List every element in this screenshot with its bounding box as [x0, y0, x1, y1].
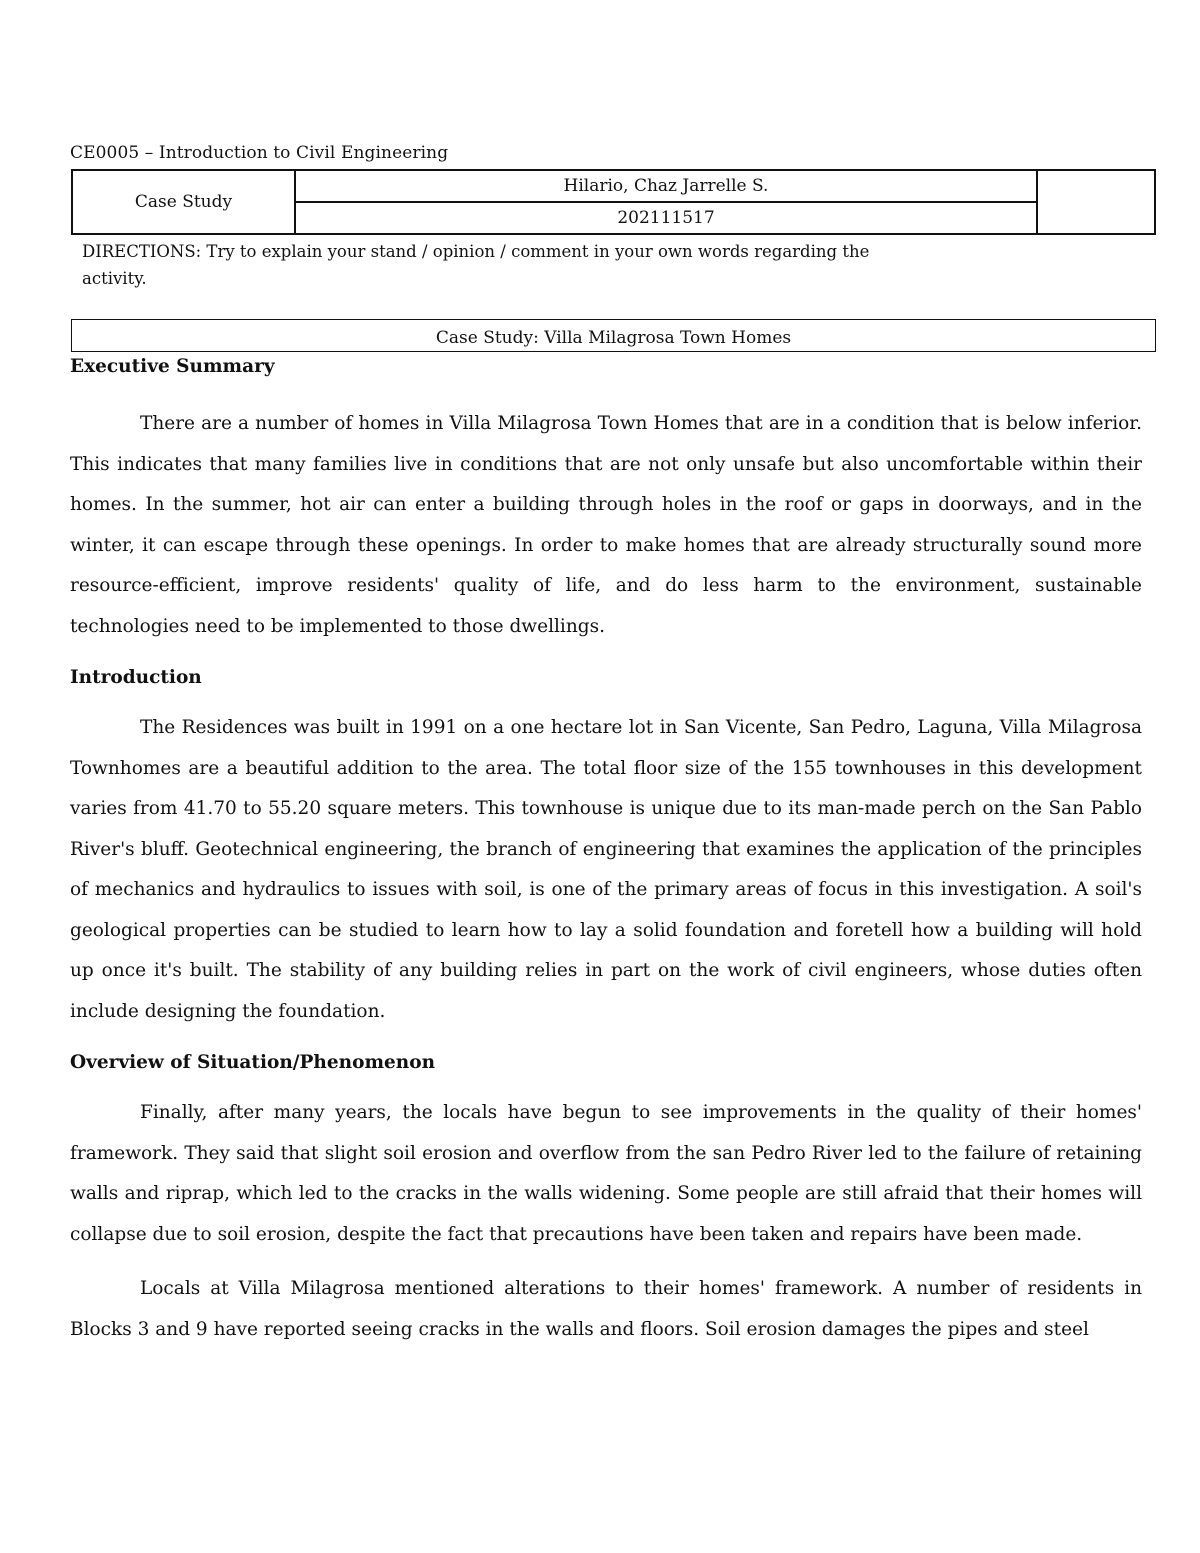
executive-summary-heading: Executive Summary — [70, 356, 275, 377]
course-title: CE0005 – Introduction to Civil Engineering — [70, 143, 449, 163]
overview-paragraph-1: Finally, after many years, the locals have begun to see improvements in the quality of their homes' framework. They said that slight soil erosion and overflow from the san Pedro River led to the failure of retaining walls and riprap, which led to the cracks in the walls widening. Some people are still afraid that their homes will collapse due to soil erosion, despite the fact that precautions have been taken and repairs have been made. — [70, 1102, 1142, 1245]
introduction-paragraph: The Residences was built in 1991 on a one hectare lot in San Vicente, San Pedro, Laguna, Villa Milagrosa Townhomes are a beautiful addition to the area. The total floor size of the 155 townhouses in this development varies from 41.70 to 55.20 square meters. This townhouse is unique due to its man-made perch on the San Pablo River's bluff. Geotechnical engineering, the branch of engineering that examines the application of the principles of mechanics and hydraulics to issues with soil, is one of the primary areas of focus in this investigation. A soil's geological properties can be studied to learn how to lay a solid foundation and foretell how a building will hold up once it's built. The stability of any building relies in part on the work of civil engineers, whose duties often include designing the foundation. — [70, 717, 1142, 1022]
document-body — [70, 352, 1142, 1350]
case-title: Case Study: Villa Milagrosa Town Homes — [435, 328, 792, 348]
case-title-box — [71, 319, 1156, 352]
case-study-label: Case Study — [73, 171, 296, 233]
header-table — [71, 169, 1156, 235]
executive-summary-paragraph: There are a number of homes in Villa Milagrosa Town Homes that are in a condition that is below inferior. This indicates that many families live in conditions that are not only unsafe but also uncomfortable within their homes. In the summer, hot air can enter a building through holes in the roof or gaps in doorways, and in the winter, it can escape through these openings. In order to make homes that are already structurally sound more resource-efficient, improve residents' quality of life, and do less harm to the environment, sustainable technologies need to be implemented to those dwellings. — [70, 413, 1142, 637]
introduction-heading: Introduction — [70, 667, 202, 688]
directions-text: DIRECTIONS: Try to explain your stand / opinion / comment in your own words regarding the activity. — [82, 242, 870, 288]
overview-paragraph-2: Locals at Villa Milagrosa mentioned alterations to their homes' framework. A number of residents in Blocks 3 and 9 have reported seeing cracks in the walls and floors. Soil erosion damages the pipes and steel — [70, 1278, 1142, 1340]
student-name: Hilario, Chaz Jarrelle S. — [296, 171, 1036, 203]
overview-heading: Overview of Situation/Phenomenon — [70, 1052, 436, 1073]
grade-cell — [1036, 171, 1156, 233]
student-id: 202111517 — [617, 208, 715, 228]
